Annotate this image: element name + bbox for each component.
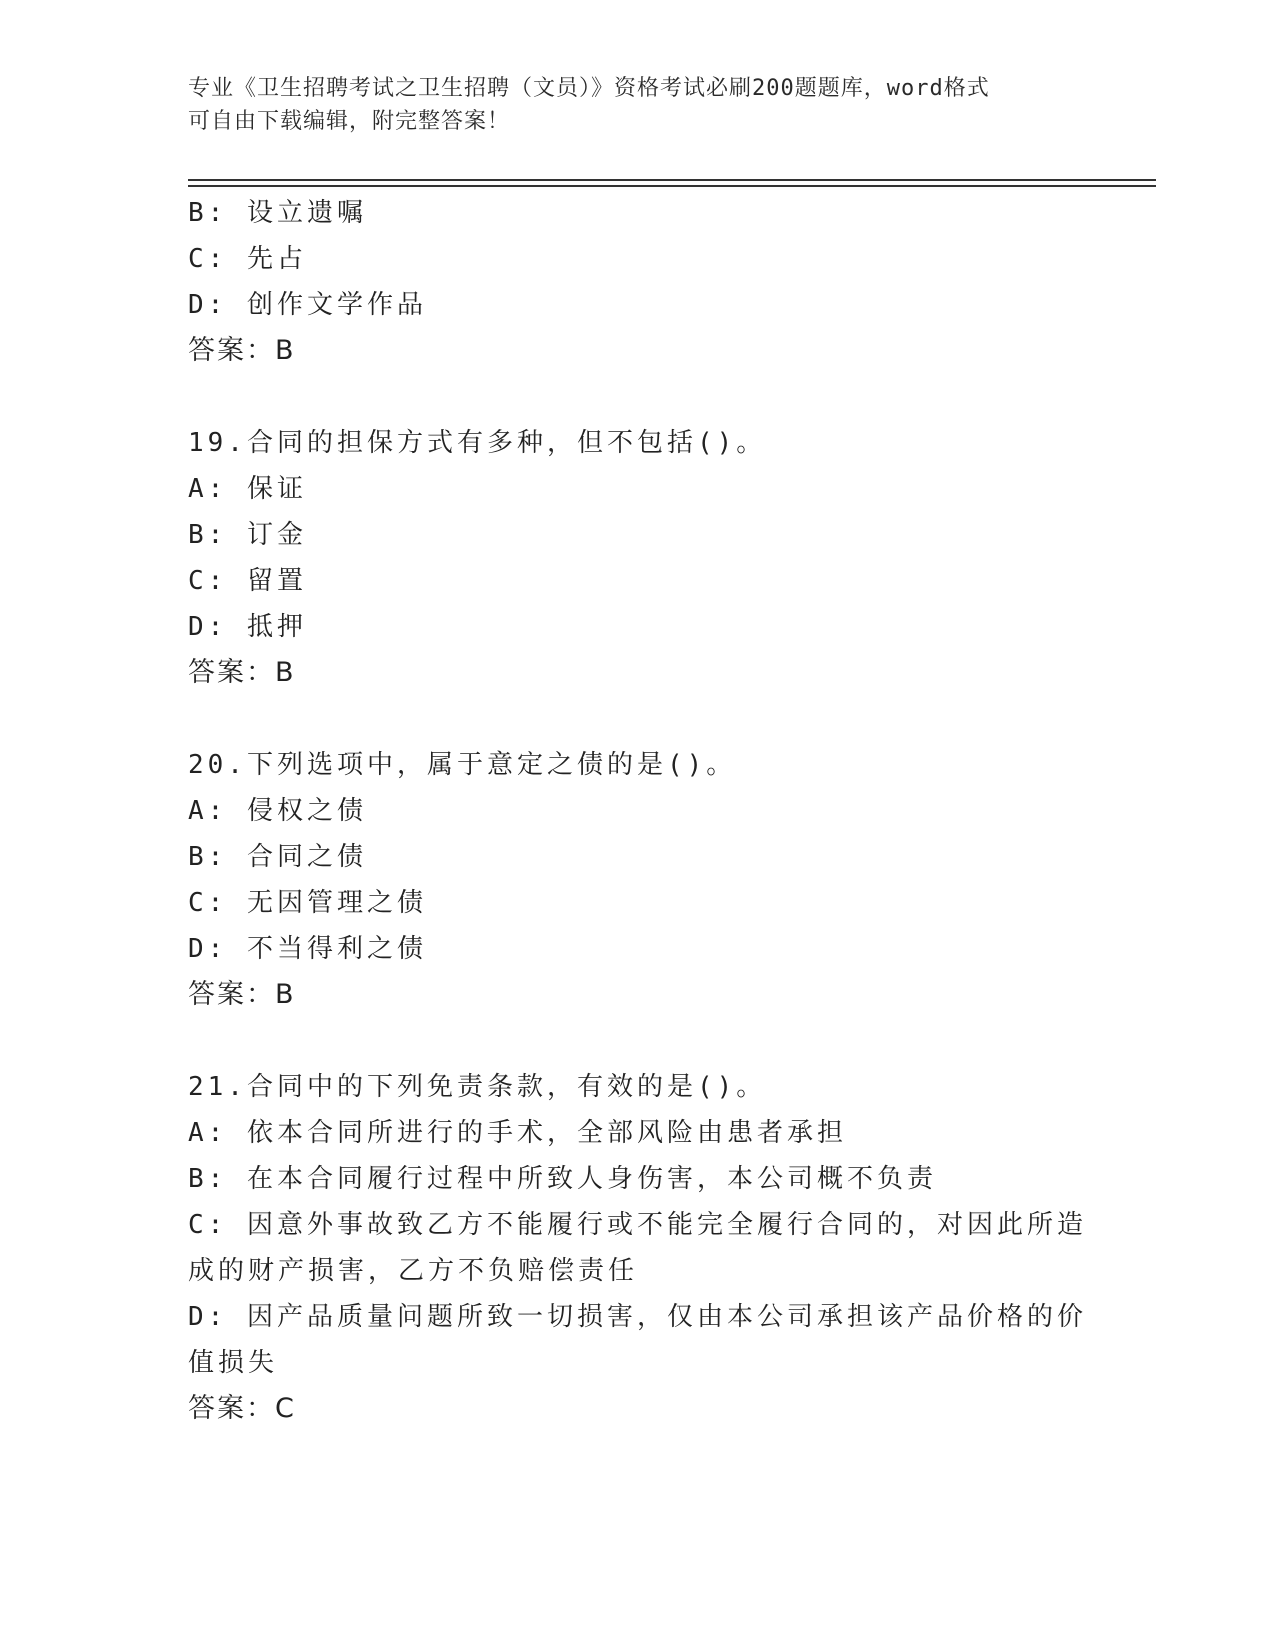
spacer [188,696,1088,742]
option-b: B: 在本合同履行过程中所致人身伤害，本公司概不负责 [188,1164,937,1194]
question-21 [188,1064,1088,1432]
option-b: B: 合同之债 [188,842,367,872]
question-stem: 21.合同中的下列免责条款，有效的是()。 [188,1072,767,1102]
option-a: A: 保证 [188,474,307,504]
option-a: A: 依本合同所进行的手术，全部风险由患者承担 [188,1118,847,1148]
document-header [188,72,1068,138]
answer-line: 答案：B [188,657,296,688]
option-d: D: 创作文学作品 [188,290,427,320]
option-c: C: 留置 [188,566,307,596]
question-20 [188,742,1088,1018]
question-content [188,190,1088,1432]
question-19 [188,420,1088,696]
question-stem: 20.下列选项中，属于意定之债的是()。 [188,750,737,780]
spacer [188,374,1088,420]
option-b: B: 设立遗嘱 [188,198,367,228]
option-d: D: 抵押 [188,612,307,642]
option-c: C: 先占 [188,244,307,274]
answer-line: 答案：B [188,335,296,366]
option-c: C: 无因管理之债 [188,888,427,918]
answer-line: 答案：B [188,979,296,1010]
option-a: A: 侵权之债 [188,796,367,826]
header-title-line-1: 专业《卫生招聘考试之卫生招聘（文员）》资格考试必刷200题题库，word格式 [188,76,990,101]
option-b: B: 订金 [188,520,307,550]
spacer [188,1018,1088,1064]
header-divider-top [188,179,1156,181]
header-title-line-2: 可自由下载编辑，附完整答案！ [188,109,511,134]
option-d: D: 因产品质量问题所致一切损害，仅由本公司承担该产品价格的价值损失 [188,1302,1087,1378]
question-stem: 19.合同的担保方式有多种，但不包括()。 [188,428,767,458]
option-d: D: 不当得利之债 [188,934,427,964]
previous-question-continuation [188,190,1088,374]
answer-line: 答案：C [188,1393,296,1424]
option-c: C: 因意外事故致乙方不能履行或不能完全履行合同的，对因此所造成的财产损害，乙方不负赔偿责任 [188,1210,1087,1286]
header-divider-bottom [188,185,1156,187]
